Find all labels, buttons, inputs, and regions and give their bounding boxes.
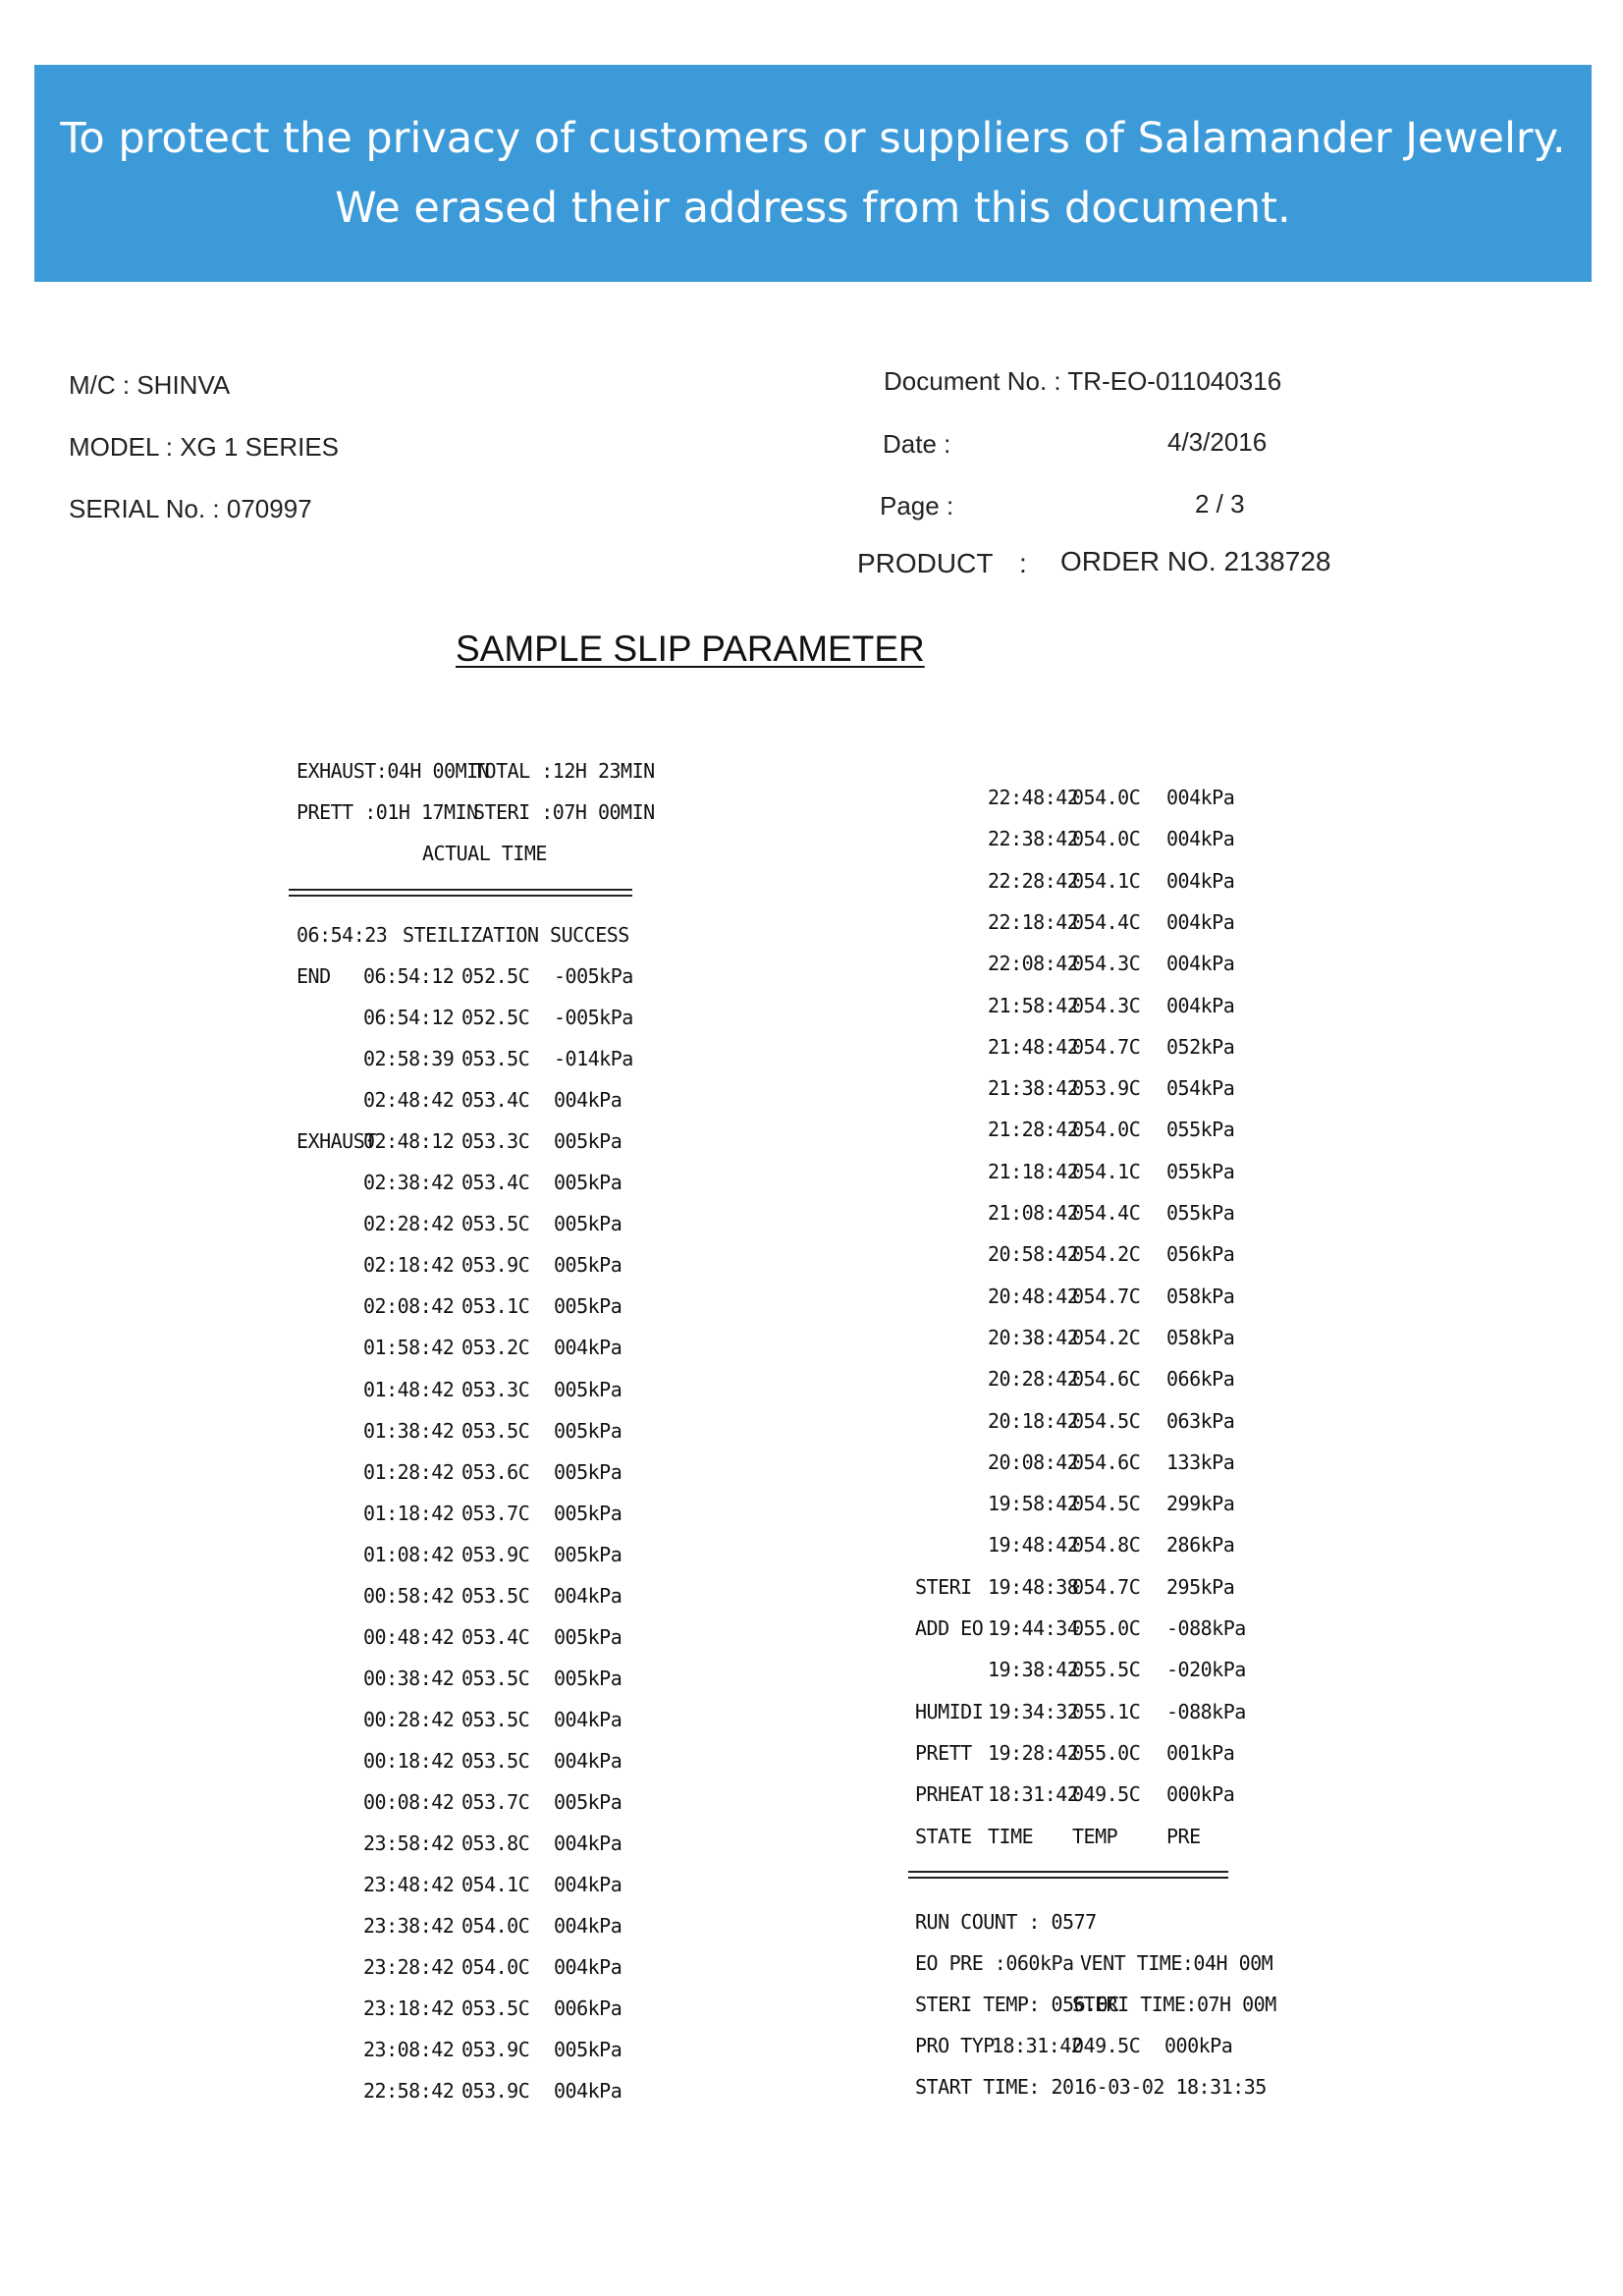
slip-row-temp: 053.5C xyxy=(461,1418,530,1443)
slip-row-temp: 053.6C xyxy=(461,1459,530,1484)
slip-row-pressure: 052kPa xyxy=(1166,1034,1235,1059)
slip-row-state: PRETT xyxy=(915,1740,972,1765)
slip-row-time: 02:38:42 xyxy=(363,1171,455,1195)
slip-row-time: 21:18:42 xyxy=(988,1159,1079,1183)
slip-row-time: 01:48:42 xyxy=(363,1377,455,1401)
slip-row-pressure: 004kPa xyxy=(1166,868,1235,893)
slip-row-temp: 054.8C xyxy=(1072,1533,1141,1558)
date-value: 4/3/2016 xyxy=(1167,427,1268,457)
serial-value: 070997 xyxy=(226,494,312,523)
slip-divider-right xyxy=(908,1871,1228,1879)
slip-row-pressure: 004kPa xyxy=(554,1707,622,1731)
slip-row-pressure: 005kPa xyxy=(554,1129,622,1154)
slip-row-temp: 055.1C xyxy=(1072,1699,1141,1723)
docno-label: Document No. : xyxy=(884,366,1061,396)
slip-row-time: 19:38:42 xyxy=(988,1658,1079,1682)
slip-row-time: 20:08:42 xyxy=(988,1449,1079,1474)
product-label: PRODUCT xyxy=(857,548,994,578)
slip-row-time: 19:58:42 xyxy=(988,1492,1079,1516)
slip-row-temp: 053.7C xyxy=(461,1501,530,1525)
slip-row-time: 18:31:42 xyxy=(988,1782,1079,1807)
slip-row-time: 21:08:42 xyxy=(988,1201,1079,1225)
slip-row-state: STATE xyxy=(915,1824,972,1848)
docno-field xyxy=(884,366,1281,397)
slip-row-temp: 054.4C xyxy=(1072,909,1141,934)
page-label: Page : xyxy=(880,491,954,520)
pro-typ-pre: 000kPa xyxy=(1164,2034,1233,2057)
slip-row-time: 00:08:42 xyxy=(363,1790,455,1814)
slip-row-pressure: 133kPa xyxy=(1166,1449,1235,1474)
slip-row-state: EXHAUST xyxy=(297,1129,376,1154)
pro-typ-label: PRO TYP xyxy=(915,2034,995,2057)
slip-row-time: 02:28:42 xyxy=(363,1212,455,1236)
slip-row-pressure: 005kPa xyxy=(554,1624,622,1649)
slip-row-temp: 053.3C xyxy=(461,1129,530,1154)
slip-row-pressure: 005kPa xyxy=(554,1666,622,1690)
slip-row-pressure: 004kPa xyxy=(1166,909,1235,934)
slip-row-pressure: 004kPa xyxy=(554,1088,622,1113)
slip-row-time: TIME xyxy=(988,1824,1034,1848)
steri-time: STERI TIME:07H 00M xyxy=(1072,1993,1276,2016)
slip-row-pressure: 005kPa xyxy=(554,1542,622,1566)
slip-row-state: HUMIDI xyxy=(915,1699,984,1723)
actual-time-heading: ACTUAL TIME xyxy=(422,842,547,865)
slip-divider xyxy=(289,889,632,897)
mc-label: M/C : xyxy=(69,370,131,400)
slip-row-temp: 053.9C xyxy=(461,2079,530,2104)
mc-field xyxy=(69,370,230,401)
slip-row-pressure: 006kPa xyxy=(554,1996,622,2021)
slip-row-pressure: 005kPa xyxy=(554,1212,622,1236)
slip-row-temp: 054.1C xyxy=(1072,1159,1141,1183)
slip-row-temp: 053.5C xyxy=(461,1212,530,1236)
order-number: ORDER NO. 2138728 xyxy=(1060,546,1331,576)
slip-row-temp: 053.7C xyxy=(461,1790,530,1814)
slip-row-pressure: 004kPa xyxy=(554,1914,622,1939)
slip-row-time: 22:38:42 xyxy=(988,827,1079,851)
run-count: RUN COUNT : 0577 xyxy=(915,1910,1097,1934)
slip-row-time: 02:58:39 xyxy=(363,1047,455,1071)
exhaust-duration: EXHAUST:04H 00MIN xyxy=(297,759,490,783)
slip-row-state: STERI xyxy=(915,1574,972,1599)
privacy-banner xyxy=(34,65,1592,282)
slip-row-state: ADD EO xyxy=(915,1616,984,1640)
slip-row-temp: 053.5C xyxy=(461,1666,530,1690)
slip-row-pressure: 004kPa xyxy=(1166,993,1235,1017)
slip-row-pressure: 005kPa xyxy=(554,1459,622,1484)
slip-row-temp: 053.5C xyxy=(461,1707,530,1731)
slip-row-temp: 053.4C xyxy=(461,1624,530,1649)
slip-row-temp: 053.9C xyxy=(461,1542,530,1566)
slip-row-pressure: 004kPa xyxy=(1166,952,1235,976)
slip-row-temp: 053.9C xyxy=(461,1253,530,1278)
slip-row-pressure: 295kPa xyxy=(1166,1574,1235,1599)
slip-row-pressure: 005kPa xyxy=(554,1171,622,1195)
slip-row-time: 23:58:42 xyxy=(363,1831,455,1856)
slip-row-time: 19:48:38 xyxy=(988,1574,1079,1599)
slip-row-temp: 053.4C xyxy=(461,1088,530,1113)
slip-row-time: 21:48:42 xyxy=(988,1034,1079,1059)
mc-value: SHINVA xyxy=(136,370,231,400)
slip-row-time: 23:48:42 xyxy=(363,1873,455,1897)
success-text: STEILIZATION SUCCESS xyxy=(403,923,629,947)
slip-row-temp: 052.5C xyxy=(461,1006,530,1030)
banner-line-1: To protect the privacy of customers or suppliers of Salamander Jewelry. xyxy=(60,113,1566,163)
page-title: SAMPLE SLIP PARAMETER xyxy=(456,629,925,669)
slip-row-temp: 055.0C xyxy=(1072,1740,1141,1765)
slip-row-temp: 053.5C xyxy=(461,1748,530,1773)
slip-row-temp: 054.5C xyxy=(1072,1408,1141,1433)
slip-row-time: 02:48:42 xyxy=(363,1088,455,1113)
slip-row-time: 21:58:42 xyxy=(988,993,1079,1017)
slip-row-temp: 054.3C xyxy=(1072,952,1141,976)
slip-row-temp: 053.5C xyxy=(461,1047,530,1071)
slip-row-pressure: 299kPa xyxy=(1166,1492,1235,1516)
slip-row-time: 20:28:42 xyxy=(988,1367,1079,1392)
slip-row-time: 01:08:42 xyxy=(363,1542,455,1566)
slip-row-pressure: PRE xyxy=(1166,1824,1201,1848)
model-field xyxy=(69,432,339,463)
slip-row-temp: 053.8C xyxy=(461,1831,530,1856)
slip-row-temp: 054.5C xyxy=(1072,1492,1141,1516)
slip-row-time: 19:44:34 xyxy=(988,1616,1079,1640)
slip-row-time: 01:28:42 xyxy=(363,1459,455,1484)
slip-row-time: 01:18:42 xyxy=(363,1501,455,1525)
slip-row-temp: 054.1C xyxy=(461,1873,530,1897)
slip-row-time: 22:48:42 xyxy=(988,786,1079,809)
start-time: START TIME: 2016-03-02 18:31:35 xyxy=(915,2075,1267,2099)
slip-row-time: 23:08:42 xyxy=(363,2038,455,2062)
slip-row-time: 21:28:42 xyxy=(988,1118,1079,1142)
slip-row-time: 20:58:42 xyxy=(988,1242,1079,1267)
slip-row-time: 01:58:42 xyxy=(363,1336,455,1360)
slip-row-time: 06:54:12 xyxy=(363,1006,455,1030)
model-label: MODEL : xyxy=(69,432,173,462)
slip-row-pressure: -088kPa xyxy=(1166,1616,1246,1640)
slip-row-time: 20:18:42 xyxy=(988,1408,1079,1433)
slip-row-time: 00:18:42 xyxy=(363,1748,455,1773)
pro-typ-temp: 049.5C xyxy=(1072,2034,1141,2057)
slip-row-time: 23:28:42 xyxy=(363,1955,455,1980)
total-duration: TOTAL :12H 23MIN xyxy=(473,759,655,783)
slip-row-pressure: 058kPa xyxy=(1166,1325,1235,1349)
slip-row-pressure: -020kPa xyxy=(1166,1658,1246,1682)
slip-row-pressure: 001kPa xyxy=(1166,1740,1235,1765)
slip-row-temp: 053.9C xyxy=(461,2038,530,2062)
slip-row-pressure: 005kPa xyxy=(554,2038,622,2062)
pro-typ-time: 18:31:42 xyxy=(992,2034,1083,2057)
slip-row-temp: 053.1C xyxy=(461,1294,530,1319)
slip-row-time: 06:54:12 xyxy=(363,964,455,988)
slip-row-pressure: 004kPa xyxy=(554,2079,622,2104)
slip-row-temp: 053.5C xyxy=(461,1996,530,2021)
slip-row-temp: 055.0C xyxy=(1072,1616,1141,1640)
steri-duration: STERI :07H 00MIN xyxy=(473,800,655,824)
docno-value: TR-EO-011040316 xyxy=(1067,366,1282,396)
slip-row-temp: 054.2C xyxy=(1072,1325,1141,1349)
product-colon: : xyxy=(1019,548,1027,578)
slip-row-temp: 052.5C xyxy=(461,964,530,988)
page-value: 2 / 3 xyxy=(1195,489,1245,519)
slip-row-pressure: 005kPa xyxy=(554,1294,622,1319)
steri-temp: STERI TEMP: 056.0C xyxy=(915,1993,1119,2016)
slip-row-temp: 053.4C xyxy=(461,1171,530,1195)
slip-row-time: 01:38:42 xyxy=(363,1418,455,1443)
serial-label: SERIAL No. : xyxy=(69,494,220,523)
slip-row-temp: 054.6C xyxy=(1072,1449,1141,1474)
slip-row-pressure: 004kPa xyxy=(554,1831,622,1856)
slip-row-time: 02:18:42 xyxy=(363,1253,455,1278)
slip-row-state: PRHEAT xyxy=(915,1782,984,1807)
slip-row-temp: 054.3C xyxy=(1072,993,1141,1017)
slip-row-time: 00:28:42 xyxy=(363,1707,455,1731)
slip-row-time: 20:38:42 xyxy=(988,1325,1079,1349)
slip-row-pressure: 055kPa xyxy=(1166,1201,1235,1225)
slip-row-pressure: 005kPa xyxy=(554,1418,622,1443)
model-value: XG 1 SERIES xyxy=(180,432,340,462)
slip-row-pressure: 005kPa xyxy=(554,1377,622,1401)
slip-row-temp: 054.0C xyxy=(461,1955,530,1980)
slip-row-pressure: 004kPa xyxy=(554,1748,622,1773)
slip-row-time: 22:58:42 xyxy=(363,2079,455,2104)
slip-row-temp: 054.7C xyxy=(1072,1284,1141,1308)
slip-row-pressure: 004kPa xyxy=(554,1583,622,1608)
serial-field xyxy=(69,494,312,524)
slip-row-time: 21:38:42 xyxy=(988,1076,1079,1101)
slip-row-time: 23:18:42 xyxy=(363,1996,455,2021)
slip-row-time: 19:34:32 xyxy=(988,1699,1079,1723)
slip-row-time: 00:58:42 xyxy=(363,1583,455,1608)
success-time: 06:54:23 xyxy=(297,923,388,947)
slip-row-time: 00:48:42 xyxy=(363,1624,455,1649)
eo-pre: EO PRE :060kPa xyxy=(915,1951,1074,1975)
slip-row-pressure: 056kPa xyxy=(1166,1242,1235,1267)
slip-row-time: 02:08:42 xyxy=(363,1294,455,1319)
slip-row-pressure: 054kPa xyxy=(1166,1076,1235,1101)
slip-row-pressure: 004kPa xyxy=(554,1336,622,1360)
slip-row-time: 22:28:42 xyxy=(988,868,1079,893)
slip-row-pressure: 004kPa xyxy=(554,1955,622,1980)
slip-row-pressure: 005kPa xyxy=(554,1790,622,1814)
slip-row-temp: 054.6C xyxy=(1072,1367,1141,1392)
slip-row-time: 23:38:42 xyxy=(363,1914,455,1939)
slip-row-temp: 054.0C xyxy=(461,1914,530,1939)
slip-row-time: 19:48:42 xyxy=(988,1533,1079,1558)
prett-duration: PRETT :01H 17MIN xyxy=(297,800,478,824)
slip-row-pressure: 005kPa xyxy=(554,1501,622,1525)
slip-row-temp: 049.5C xyxy=(1072,1782,1141,1807)
slip-row-temp: 053.2C xyxy=(461,1336,530,1360)
slip-row-temp: 054.4C xyxy=(1072,1201,1141,1225)
slip-row-state: END xyxy=(297,964,331,988)
slip-row-temp: 055.5C xyxy=(1072,1658,1141,1682)
slip-row-pressure: 058kPa xyxy=(1166,1284,1235,1308)
slip-row-pressure: 004kPa xyxy=(554,1873,622,1897)
slip-row-time: 19:28:42 xyxy=(988,1740,1079,1765)
slip-row-time: 02:48:12 xyxy=(363,1129,455,1154)
slip-row-temp: 053.3C xyxy=(461,1377,530,1401)
slip-row-time: 20:48:42 xyxy=(988,1284,1079,1308)
slip-row-pressure: 066kPa xyxy=(1166,1367,1235,1392)
slip-row-pressure: 055kPa xyxy=(1166,1118,1235,1142)
slip-row-temp: 053.9C xyxy=(1072,1076,1141,1101)
date-label: Date : xyxy=(883,429,951,459)
banner-line-2: We erased their address from this document. xyxy=(335,183,1291,233)
slip-row-temp: 053.5C xyxy=(461,1583,530,1608)
slip-row-temp: 054.0C xyxy=(1072,786,1141,809)
vent-time: VENT TIME:04H 00M xyxy=(1080,1951,1273,1975)
slip-row-temp: 054.0C xyxy=(1072,1118,1141,1142)
slip-row-time: 00:38:42 xyxy=(363,1666,455,1690)
slip-row-pressure: 286kPa xyxy=(1166,1533,1235,1558)
slip-row-pressure: 004kPa xyxy=(1166,827,1235,851)
slip-row-pressure: 004kPa xyxy=(1166,786,1235,809)
slip-row-pressure: -088kPa xyxy=(1166,1699,1246,1723)
slip-row-time: 22:18:42 xyxy=(988,909,1079,934)
slip-row-pressure: 055kPa xyxy=(1166,1159,1235,1183)
slip-row-pressure: -005kPa xyxy=(554,964,633,988)
slip-row-pressure: -014kPa xyxy=(554,1047,633,1071)
slip-row-temp: 054.2C xyxy=(1072,1242,1141,1267)
slip-row-temp: 054.1C xyxy=(1072,868,1141,893)
slip-row-temp: 054.0C xyxy=(1072,827,1141,851)
slip-row-pressure: 063kPa xyxy=(1166,1408,1235,1433)
slip-row-pressure: 005kPa xyxy=(554,1253,622,1278)
slip-row-pressure: -005kPa xyxy=(554,1006,633,1030)
slip-row-temp: 054.7C xyxy=(1072,1034,1141,1059)
slip-row-temp: 054.7C xyxy=(1072,1574,1141,1599)
slip-row-pressure: 000kPa xyxy=(1166,1782,1235,1807)
slip-row-time: 22:08:42 xyxy=(988,952,1079,976)
slip-row-temp: TEMP xyxy=(1072,1824,1118,1848)
